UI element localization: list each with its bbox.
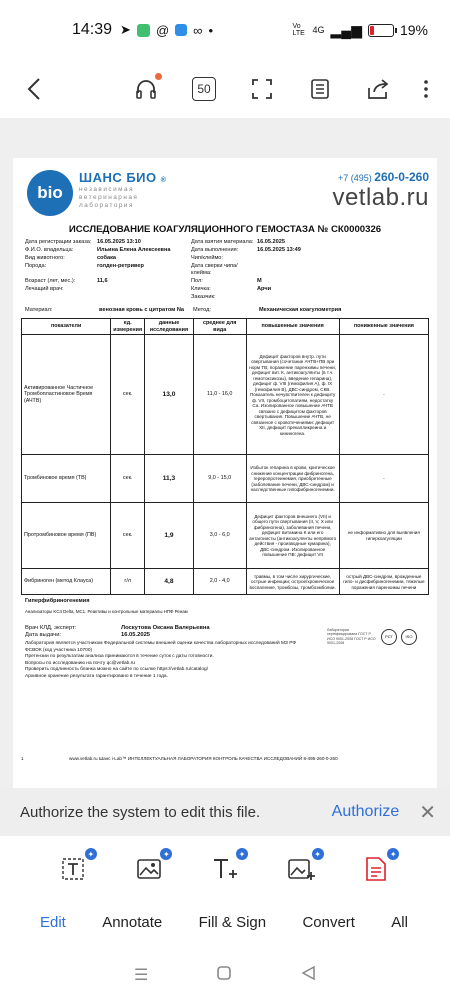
- row-name: Фибриноген (метод Клауса): [22, 569, 111, 595]
- issue-date: 16.05.2025: [121, 632, 151, 639]
- material-row: [25, 307, 429, 314]
- status-right: [293, 22, 429, 39]
- meta-label: Пол:: [191, 277, 203, 284]
- issue-label: Дата выдачи:: [25, 632, 62, 639]
- at-icon: @: [155, 22, 170, 38]
- row-low-note: острый ДВС-синдром, врожденные гипо- и дисфибриногенемии, тяжелые поражения паренхимы печени: [339, 569, 428, 595]
- col-header: повышенные значения: [246, 318, 339, 335]
- add-image-tool[interactable]: [286, 849, 321, 884]
- row-high-note: Дефицит факторов внутр. пути свертывания (сочетание АЧТВ+ПВ при норм ТВ; поражение паренхимы печени, дефицит вит. К, антикоагулянты (в т.ч. гемотоксикозы), введение гепарина), дефицит ф. VIII (гемофилия А), ф. IX (гемофилия В), ДВС-синдром, СКВ. Показатель нечувствителен к дефициту ф. VII, тромбоцитопатиям, недостатку Са. Изолированное повышение АЧТВ связано с дефицитом факторов свертывания. Повышение АЧТВ, не связанное с кровотечениями: дефицит XII, дефицит прекалликреина и кининогена.: [246, 335, 339, 455]
- row-high-note: Избыток гепарина в крови, критическое снижение концентрации фибриногена, гереропротеинемия, приобретенные (заболевание печени, ДВС-синдром) и наследственные гипофибриногенемии.: [246, 455, 339, 503]
- meta-label: Ф.И.О. владельца:: [25, 246, 74, 253]
- network-label: 4G: [312, 25, 325, 35]
- meta-value: 16.05.2025 13:10: [97, 238, 141, 245]
- lab-logo: bio: [27, 170, 73, 216]
- signal-icon: ▂▄▆: [330, 21, 362, 38]
- footer-line: Лаборатория является участником Федеральной системы внешней оценки качества лабораторных исследований МЗ РФ: [25, 641, 297, 647]
- brand-name: [79, 170, 166, 186]
- tab-annotate[interactable]: Annotate: [102, 913, 163, 931]
- meta-label: Порода:: [25, 262, 47, 269]
- row-unit: сек.: [111, 335, 145, 455]
- meta-label: Заказчик:: [191, 293, 216, 300]
- row-reference: 2,0 - 4,0: [193, 569, 246, 595]
- authorize-button[interactable]: Authorize: [331, 803, 400, 820]
- row-value: 13,0: [145, 335, 194, 455]
- footer-notes: [25, 641, 429, 680]
- col-header: показатели: [22, 318, 111, 335]
- page-footer: [21, 756, 429, 762]
- toolbar-actions: [132, 75, 430, 103]
- col-header: ед. измерения: [111, 318, 145, 335]
- tab-edit[interactable]: Edit: [40, 913, 66, 931]
- method-label: Метод:: [193, 306, 211, 313]
- meta-label: Дата взятия материала:: [191, 238, 254, 245]
- ocr-tool[interactable]: [361, 849, 397, 884]
- site: vetlab.ru: [332, 184, 429, 211]
- phone: [332, 170, 429, 185]
- row-unit: г/л: [111, 569, 145, 595]
- certification-block: [327, 628, 417, 646]
- order-meta: [25, 239, 429, 301]
- meta-label: [25, 294, 95, 301]
- meta-value: 16.05.2025 13:49: [257, 246, 301, 253]
- contact-block: [332, 170, 429, 211]
- share-icon[interactable]: [364, 75, 392, 103]
- row-value: 1,9: [145, 503, 194, 569]
- volte-label: Vo LTE: [292, 23, 305, 37]
- table-row: [22, 569, 429, 595]
- meta-value: [257, 263, 377, 277]
- notification-dot: [155, 73, 162, 80]
- meta-label: Возраст (лет, мес.):: [25, 277, 76, 284]
- home-nav-icon[interactable]: [216, 965, 232, 986]
- meta-label: Дата регистрации заказа:: [25, 238, 92, 245]
- row-low-note: -: [339, 455, 428, 503]
- row-reference: 3,0 - 6,0: [193, 503, 246, 569]
- conclusion: Гиперфибриногенемия: [25, 598, 90, 605]
- back-nav-icon[interactable]: [300, 965, 316, 986]
- col-header: пониженные значения: [339, 318, 428, 335]
- meta-value: [97, 294, 189, 301]
- more-options-icon[interactable]: [422, 75, 430, 103]
- iso-stamp-icon: ISO: [401, 629, 417, 645]
- row-unit: сек.: [111, 503, 145, 569]
- page-count-button[interactable]: [190, 75, 218, 103]
- add-text-tool[interactable]: [210, 849, 246, 884]
- results-header-row: [22, 318, 429, 335]
- phone-number: 260-0-260: [374, 170, 429, 184]
- plus-badge-icon: ✦: [236, 848, 248, 860]
- row-high-note: травмы, в том числе хирургические, острые инфекции; острое/хроническое воспаление, тромбозы, тромбоэмболии.: [246, 569, 339, 595]
- row-high-note: Дефицит факторов внешнего (VII) и общего пути свертывания (II, V, X или фибриногена), заболевания печени, дефицит витамина К или его антагонисты (антикоагулянты непрямого действия - производные кумарина), ДВС-синдром. Изолированное повышение ПВ: дефицит VII: [246, 503, 339, 569]
- reader-mode-icon[interactable]: [306, 75, 334, 103]
- document-page: [13, 158, 437, 798]
- meta-value: голден-ретривер: [97, 262, 144, 269]
- doctor-name: Лоскутова Оксана Валерьевна: [121, 624, 210, 631]
- material-value: венозная кровь с цитратом Na: [99, 306, 185, 313]
- meta-value: собака: [97, 254, 117, 261]
- plus-badge-icon: ✦: [160, 848, 172, 860]
- close-icon[interactable]: ✕: [419, 801, 436, 824]
- meta-label: Вид животного:: [25, 254, 65, 261]
- telegram-icon: ➤: [120, 22, 131, 37]
- edit-image-tool[interactable]: [134, 849, 170, 884]
- results-body: [22, 335, 429, 595]
- status-bar: [0, 0, 450, 60]
- fullscreen-icon[interactable]: [248, 75, 276, 103]
- system-nav-bar: [0, 950, 450, 1000]
- dot-icon: •: [208, 22, 213, 38]
- edit-text-tool[interactable]: [59, 849, 95, 884]
- plus-badge-icon: ✦: [85, 848, 97, 860]
- authorize-bar: [0, 788, 450, 836]
- document-viewer[interactable]: [0, 118, 450, 788]
- meta-value: Арчи: [257, 285, 272, 292]
- battery-percent: 19%: [399, 22, 428, 38]
- battery-icon: [368, 24, 394, 37]
- row-value: 11,3: [145, 455, 194, 503]
- tab-fill-sign[interactable]: Fill & Sign: [198, 913, 267, 931]
- method-value: Механическая коагулометрия: [259, 306, 342, 313]
- headphone-icon[interactable]: [132, 75, 160, 103]
- menu-nav-icon[interactable]: ☰: [133, 967, 149, 984]
- meta-value: [257, 255, 377, 262]
- brand-block: [79, 170, 166, 209]
- top-toolbar: [0, 60, 450, 118]
- edit-tools: [0, 836, 450, 902]
- brand-tagline-2: ветеринарная: [79, 193, 139, 201]
- row-low-note: не информативно для выявления гиперкоагуляции: [339, 503, 428, 569]
- meta-label: Лечащий врач:: [25, 285, 64, 292]
- doctor-label: Врач КЛД, эксперт:: [25, 624, 77, 631]
- row-unit: сек.: [111, 455, 145, 503]
- row-name: Протромбиновое время (ПВ): [22, 503, 111, 569]
- footer-line: Архивное хранение результата гарантировано в течение 1 года.: [25, 673, 168, 679]
- tab-convert[interactable]: Convert: [302, 913, 355, 931]
- battery-fill: [370, 26, 374, 35]
- cert-text: Лаборатория сертифицирована ГОСТ Р ИСО 9001-2008 ГОСТ Р ИСО 9001-2008: [327, 628, 376, 646]
- table-row: [22, 503, 429, 569]
- notification-icons: [120, 22, 213, 38]
- conclusion-block: [25, 598, 429, 614]
- rst-stamp-icon: РСТ: [381, 629, 397, 645]
- status-time: 14:39: [72, 21, 113, 38]
- footer-line: Вопросы по исследованию на почту qc@vetlab.ru: [25, 660, 135, 666]
- meta-label: Чип/клеймо:: [191, 254, 223, 261]
- meta-value: 16.05.2025: [257, 238, 285, 245]
- col-header: среднее для вида: [193, 318, 246, 335]
- meta-value: [97, 286, 189, 293]
- page-count: 50: [192, 77, 216, 101]
- app-icon: [175, 24, 187, 36]
- meta-label: Дата сверки чипа/клейма:: [191, 262, 238, 276]
- plus-badge-icon: ✦: [312, 848, 324, 860]
- meta-value: Ильина Елена Алексеевна: [97, 246, 171, 253]
- footer-line: Претензии по результатам анализа принимаются в течение суток с даты готовности.: [25, 654, 214, 660]
- row-reference: 11,0 - 16,0: [193, 335, 246, 455]
- back-icon[interactable]: [20, 75, 48, 103]
- brand-reg: ®: [160, 177, 167, 184]
- authorize-message: Authorize the system to edit this file.: [20, 803, 261, 821]
- brand-tagline-3: лаборатория: [79, 201, 134, 209]
- col-header: данные исследования: [145, 318, 194, 335]
- row-name: Активированное Частичное Тромбопластиновое Время (АЧТВ): [22, 335, 111, 455]
- doc-title: ИССЛЕДОВАНИЕ КОАГУЛЯЦИОННОГО ГЕМОСТАЗА № СК0000326: [68, 224, 382, 235]
- loop-icon: ∞: [193, 22, 203, 38]
- footer-line: Проверить подлинность бланка можно на сайте по ссылке https://vetlab.ru/catalog/: [25, 667, 209, 673]
- table-row: [22, 455, 429, 503]
- tab-all[interactable]: All: [391, 913, 408, 931]
- material-label: Материал:: [25, 306, 53, 313]
- row-value: 4,8: [145, 569, 194, 595]
- page-number: 1: [21, 756, 24, 761]
- row-reference: 9,0 - 15,0: [193, 455, 246, 503]
- row-low-note: -: [339, 335, 428, 455]
- app-badge-icon: [137, 24, 150, 37]
- bottom-tabs: [0, 902, 450, 942]
- meta-value: М: [257, 277, 262, 284]
- meta-label: Дата выполнения:: [191, 246, 239, 253]
- phone-prefix: +7 (495): [337, 173, 372, 183]
- footer-line: ФСВОК (код участника 10700): [25, 647, 93, 653]
- brand-tagline-1: независимая: [79, 186, 135, 194]
- page-footer-text: www.vetlab.ru Шанс i-Lab™ ИНТЕЛЛЕКТУАЛЬНАЯ ЛАБОРАТОРИЯ КОНТРОЛЬ КАЧЕСТВА ИССЛЕДОВАНИЙ 8-495-260-0-260: [69, 756, 338, 761]
- brand-name-text: ШАНС БИО: [79, 170, 157, 185]
- table-row: [22, 335, 429, 455]
- meta-value: [257, 294, 377, 301]
- row-name: Тромбиновое время (ТВ): [22, 455, 111, 503]
- analyzers-note: Анализаторы KC4 Delta, MC1. Реактивы и контрольные материалы НПФ Ренам: [25, 609, 188, 615]
- plus-badge-icon: ✦: [387, 848, 399, 860]
- meta-label: Кличка:: [191, 285, 211, 292]
- doc-header: [21, 170, 429, 220]
- results-table: [21, 318, 429, 596]
- meta-value: 11,6: [97, 277, 108, 284]
